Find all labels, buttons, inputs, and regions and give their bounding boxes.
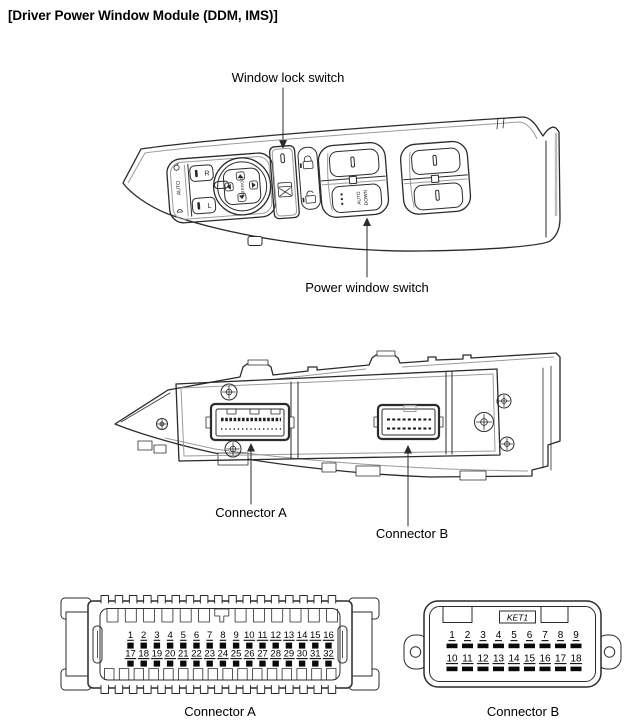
mirror-fold-icon [174, 165, 180, 171]
connector-b-caption: Connector B [486, 704, 560, 719]
pin-contact [286, 661, 292, 667]
housing-tooth [215, 596, 223, 604]
pin-contact [447, 667, 458, 672]
pin-contact [571, 667, 582, 672]
indicator-dot [341, 198, 343, 200]
pin-number: 25 [230, 648, 242, 660]
pin-contact [259, 661, 265, 667]
pin-contact [325, 661, 331, 667]
connector-a-caption: Connector A [184, 704, 256, 719]
auto-fold-label: AUTO [175, 180, 183, 196]
pin-number: 16 [539, 653, 551, 665]
housing-tooth [115, 596, 123, 604]
right-mirror-label: R [204, 170, 210, 178]
pin-number: 5 [180, 630, 186, 641]
pin-number: 28 [270, 648, 281, 660]
pin-contact [167, 661, 173, 667]
pin-number: 14 [508, 653, 520, 665]
pin-number: 10 [244, 630, 255, 641]
pin-number: 9 [233, 630, 239, 641]
pin-number: 30 [296, 648, 308, 660]
up-arrow-icon [247, 443, 255, 452]
pin-contact [524, 644, 535, 649]
pin-contact [524, 667, 535, 672]
lock-open-icon [302, 191, 316, 204]
pin-number: 15 [523, 653, 536, 665]
pin-number: 8 [220, 630, 226, 641]
housing-inner-line [121, 393, 170, 422]
pin-number: 23 [204, 648, 215, 660]
figure-switch-panel-top-view [0, 60, 634, 305]
power-window-switch-label: Power window switch [305, 280, 429, 295]
housing-tooth [257, 686, 265, 694]
pin-number: 12 [270, 630, 281, 641]
housing-tooth [115, 686, 123, 694]
pin-contact [493, 667, 504, 672]
connector-b-marking: KET1 [506, 612, 529, 623]
pin-contact [141, 661, 147, 667]
pin-number: 3 [480, 630, 486, 641]
window-lock-switch-label: Window lock switch [231, 70, 345, 85]
down-arrow-icon [279, 140, 287, 149]
pin-number: 32 [323, 648, 334, 660]
housing-tooth [144, 686, 152, 694]
joystick-stem [214, 181, 228, 189]
housing-tooth [314, 596, 322, 604]
connector-b [374, 405, 443, 439]
pin-number: 5 [511, 630, 517, 641]
pin-contact [493, 644, 504, 649]
pin-number: 7 [542, 630, 548, 641]
pin-number: 29 [283, 648, 295, 660]
pin-number: 4 [167, 630, 173, 641]
pin-contact [299, 661, 305, 667]
clip-cap [377, 351, 395, 356]
pin-contact [273, 661, 279, 667]
pin-number: 1 [127, 630, 134, 641]
pin-number: 18 [138, 648, 149, 660]
panel-seam [497, 118, 498, 129]
pin-contact [233, 661, 239, 667]
pin-number: 27 [257, 648, 268, 660]
housing-tooth [271, 686, 279, 694]
mirror-select-right-button [189, 165, 213, 182]
housing-tooth [328, 596, 336, 604]
pin-contact [154, 661, 160, 667]
pin-contact [509, 644, 520, 649]
pin-contact [462, 644, 473, 649]
mirror-select-left-button [192, 197, 216, 214]
housing-tooth [101, 596, 109, 604]
pin-number: 6 [193, 630, 200, 641]
housing-tooth [200, 596, 208, 604]
connector-a [206, 404, 294, 440]
housing-tooth [129, 686, 137, 694]
pin-number: 9 [573, 630, 579, 641]
clip-cap [248, 360, 268, 365]
pin-number: 16 [323, 630, 334, 641]
pin-number: 11 [462, 653, 473, 665]
up-arrow-icon [363, 218, 371, 227]
housing-tooth [286, 596, 294, 604]
panel-seam [503, 118, 504, 128]
mirror-adjust-joystick [212, 156, 273, 217]
pin-contact [540, 644, 551, 649]
auto-down-label-line1: AUTO [356, 191, 363, 205]
housing-tooth [229, 596, 237, 604]
keying-notch [541, 607, 568, 623]
pin-contact [207, 661, 213, 667]
side-wing [66, 612, 90, 676]
pin-number: 22 [191, 648, 202, 660]
pin-number: 13 [492, 653, 505, 665]
module-housing [115, 351, 560, 480]
housing-tooth [300, 686, 308, 694]
mount-tab [356, 466, 380, 476]
pin-contact [509, 667, 520, 672]
keying-notch [443, 607, 472, 623]
mirror-label: MIRROR [239, 176, 246, 196]
housing-tooth [172, 596, 180, 604]
panel-bottom-tab [248, 237, 262, 246]
pin-number: 10 [446, 653, 458, 665]
pin-number: 26 [244, 648, 255, 660]
pin-number: 13 [283, 630, 295, 641]
pin-number: 7 [207, 630, 213, 641]
pin-number: 18 [570, 653, 582, 665]
pin-contact [478, 667, 489, 672]
up-arrow-icon [404, 445, 412, 454]
auto-down-label-line2: DOWN [363, 189, 370, 206]
figure-connector-pinouts [0, 560, 634, 726]
pin-number: 3 [154, 630, 160, 641]
power-window-switch-rear [400, 140, 472, 215]
pin-number: 8 [557, 630, 564, 641]
housing-tooth [271, 596, 279, 604]
panel-body [123, 117, 560, 251]
pin-number: 17 [125, 648, 136, 660]
page-title: [Driver Power Window Module (DDM, IMS)] [8, 8, 278, 23]
pin-contact [312, 661, 318, 667]
pin-number: 31 [310, 648, 321, 660]
window-lock-icon [278, 182, 293, 197]
housing-tooth [215, 686, 223, 694]
figure-module-back-view [0, 340, 634, 555]
left-mirror-label: L [207, 202, 212, 210]
power-window-switch-auto [317, 142, 389, 219]
pin-number: 2 [464, 630, 471, 641]
housing-detail [138, 441, 152, 450]
pin-contact [180, 661, 186, 667]
housing-tooth [257, 596, 265, 604]
housing-tooth [229, 686, 237, 694]
housing-inner-line [402, 357, 554, 367]
pin-number: 2 [141, 630, 147, 641]
pin-contact [220, 661, 226, 667]
housing-tooth [314, 686, 322, 694]
lock-closed-icon [299, 156, 313, 170]
housing-tooth [158, 686, 166, 694]
pin-contact [447, 644, 458, 649]
pin-number: 4 [495, 630, 502, 641]
pin-number: 11 [257, 630, 268, 641]
housing-tooth [200, 686, 208, 694]
housing-tooth [186, 596, 194, 604]
housing-tooth [172, 686, 180, 694]
mount-tab [460, 471, 486, 480]
housing-tooth [243, 686, 251, 694]
pin-contact [555, 667, 566, 672]
housing-tooth [300, 596, 308, 604]
pin-number: 12 [477, 653, 489, 665]
connector-a-label: Connector A [215, 505, 287, 520]
pin-number: 20 [164, 648, 176, 660]
pin-contact [462, 667, 473, 672]
pin-contact [478, 644, 489, 649]
connector-b-label: Connector B [375, 526, 449, 541]
housing-tooth [243, 596, 251, 604]
door-lock-switch [297, 147, 321, 210]
pin-number: 24 [217, 648, 229, 660]
indicator-dot [341, 203, 343, 205]
pin-contact [127, 661, 133, 667]
housing-tooth [144, 596, 152, 604]
right-triangle-icon [252, 182, 256, 188]
pin-contact [540, 667, 551, 672]
pin-contact [193, 661, 199, 667]
pin-contact [555, 644, 566, 649]
pin-number: 14 [296, 630, 308, 641]
housing-tooth [129, 596, 137, 604]
connector-b-pinout [404, 601, 621, 687]
housing-detail [154, 445, 166, 453]
indicator-dot [340, 193, 342, 195]
housing-tooth [328, 686, 336, 694]
housing-tooth [101, 686, 109, 694]
housing-tooth [186, 686, 194, 694]
housing-tooth [158, 596, 166, 604]
pin-number: 1 [449, 630, 455, 641]
pin-number: 15 [310, 630, 321, 641]
mount-tab [322, 463, 336, 472]
pin-number: 19 [151, 648, 163, 660]
pin-number: 17 [554, 653, 567, 665]
pin-contact [246, 661, 252, 667]
housing-tooth [286, 686, 294, 694]
pin-number: 6 [526, 630, 533, 641]
pin-number: 21 [178, 648, 189, 660]
switch-controls [166, 132, 472, 232]
mirror-unfold-icon [177, 209, 182, 212]
connector-a-pinout [61, 596, 379, 694]
mirror-control-cluster [166, 152, 277, 224]
pin-contact [571, 644, 582, 649]
